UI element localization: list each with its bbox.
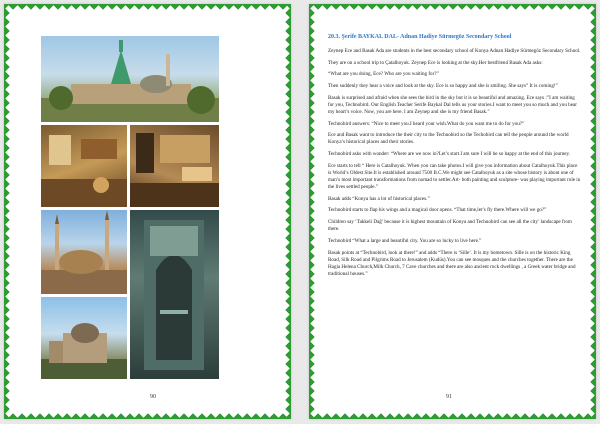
paragraph: Technobird answers: “Nice to meet you.I heard your wish.What do you want me to do for you?” bbox=[328, 120, 525, 127]
right-page bbox=[309, 4, 596, 419]
page-number: 90 bbox=[150, 394, 156, 400]
paragraph: Ece starts to tell “ Here is Catalhoyuk. When you can take photos.I will give you information about Catalhoyuk.This place is World’s Oldest Site.It is established around 7500 B.C.We might see Catalhoyuk as a site whose history is about one of man’s most important transformations from nomad to settler.Art- both painting and sculpture- was playing important role in the lives settled people.” bbox=[328, 162, 581, 191]
paragraph: They are on a school trip to Çatalhoyuk. Zeynep Ece is looking at the sky.Her bestfriend Basak Ada asks: bbox=[328, 59, 543, 66]
left-border bbox=[4, 4, 13, 419]
photo-mevlana-museum bbox=[41, 36, 219, 122]
photo-museum-interior-2 bbox=[130, 125, 219, 207]
paragraph: Basak points at “Technobird, look at there!” and adds “There is ‘Sille’. It is my hometown. Sille is on the historic King Road, Silk Road and Pilgrims Road to Jerusalem (Kudüs).You can see mosques and the churches together. There are the Hagia Helena Church,Milk Church, 7 Cave churches and there are also ancient rock dwellings , a Greek water bridge and traditional houses.” bbox=[328, 249, 576, 277]
paragraph: Technobird starts to flap his wings and a magical door opens. “That time,let’s fly there.Where will we go?” bbox=[328, 207, 547, 214]
paragraph: Then suddenly they hear a voice and look at the sky. Ece is so happy and she is smiling. She says” It is coming!” bbox=[328, 83, 558, 90]
right-border bbox=[587, 4, 596, 419]
story-content bbox=[328, 34, 581, 283]
photo-mosque-minarets bbox=[41, 210, 127, 294]
paragraph: Children say ‘Takkeli Dağ’ because it is highest mountain of Konya and Technobird can see all the city’ landscape from there. bbox=[328, 219, 572, 233]
bottom-border bbox=[4, 410, 291, 419]
photo-museum-interior-1 bbox=[41, 125, 127, 207]
paragraph: Technobird “What a large and beautiful city. You are so lucky to live here.” bbox=[328, 237, 482, 244]
paragraph: Ece and Basak want to introduce the their city to the Technobird so the Techobird can tell the people around the world Konya’s historical places and their stories. bbox=[328, 132, 569, 146]
paragraph: Basak is surprised and afraid when she sees the bird in the sky but it is so beautiful and amazing. Ece says :”I am waiting for you, Technobird. Our English Teacher Serife Baykal Dal tells us your stories.I want to meet you so much and you hear my heart’s voice. Now, you are here. I am Zeynep and she is my friend Basak.” bbox=[328, 94, 577, 115]
page-number: 91 bbox=[446, 394, 452, 400]
right-border bbox=[282, 4, 291, 419]
top-border bbox=[309, 4, 596, 13]
photo-sille-church bbox=[41, 297, 127, 379]
top-border bbox=[4, 4, 291, 13]
photo-collage bbox=[41, 36, 219, 379]
paragraph: “What are you doing, Ece? Who are you waiting for?” bbox=[328, 71, 439, 78]
paragraph: Zeynep Ece and Basak Ada are students in the best secondary school of Konya Adnan Hadiye Sürmegöz Secondary School. bbox=[328, 48, 581, 54]
section-heading: 20.3. Şerife BAYKAL DAL- Adnan Hadiye Sürmegöz Secondary School bbox=[328, 34, 512, 40]
photo-mihrab-detail bbox=[130, 210, 219, 379]
bottom-border bbox=[309, 410, 596, 419]
left-border bbox=[309, 4, 318, 419]
left-page bbox=[4, 4, 291, 419]
paragraph: Basak adds “Konya has a lot of historical places.” bbox=[328, 195, 430, 202]
paragraph: Technobird asks with wonder: “Where are we now in?Let’s start.I am sure I will be so happy at the end of this journey. bbox=[328, 151, 571, 158]
